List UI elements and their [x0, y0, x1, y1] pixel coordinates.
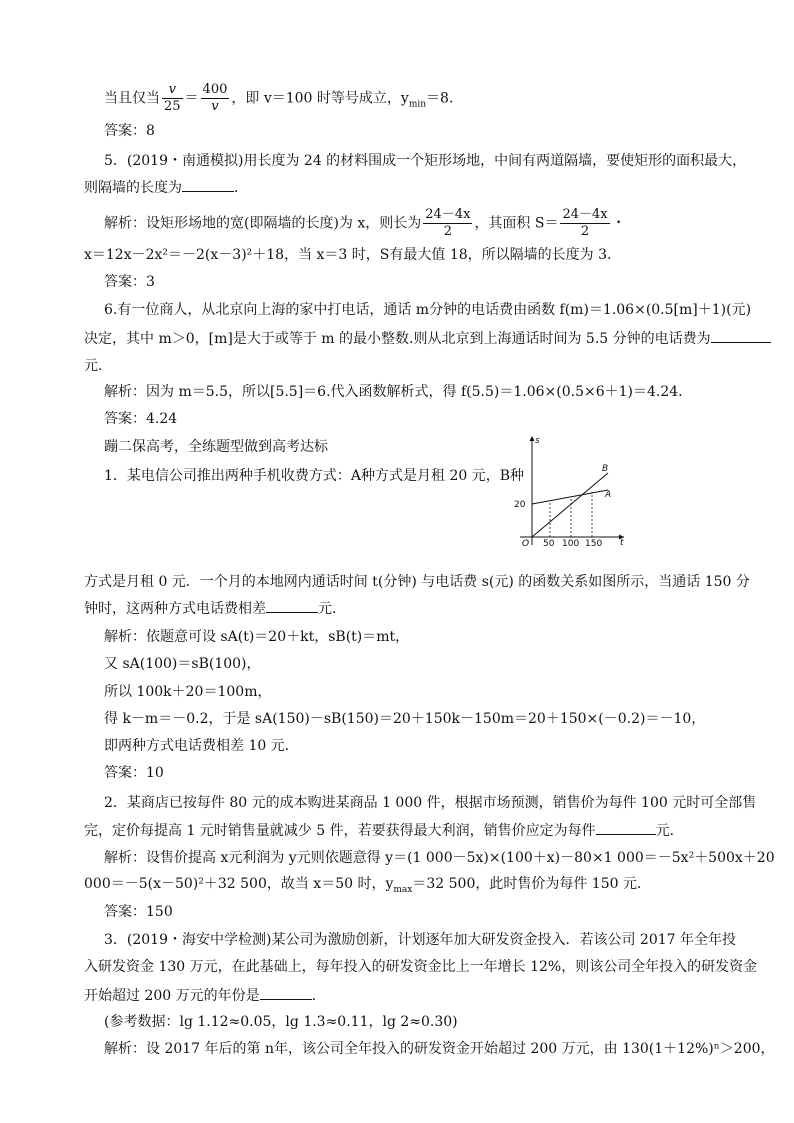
- fraction: $\frac{400}{v}$: [202, 82, 228, 114]
- problem-2-text: 2．某商店已按每件 80 元的成本购进某商品 1 000 件，根据市场预测，销售价为每件 100 元时可全部售: [104, 795, 757, 811]
- answer-line: 答案：8: [104, 123, 155, 139]
- solution-2-line-1: 解析：设售价提高 x元利润为 y元则依题意得 y＝(1 000－5x)×(100＋x)－80×1 000＝－5x²＋500x＋20: [104, 850, 775, 866]
- line-a-label: A: [605, 490, 612, 500]
- solution-1-line-3: 所以 100k＋20＝100m，: [104, 684, 272, 700]
- answer-blank: [260, 985, 312, 1000]
- y-tick-label: 20: [514, 500, 526, 510]
- x-tick-label: 50: [543, 539, 555, 549]
- y-axis-arrow: [530, 436, 535, 441]
- line-b-label: B: [602, 464, 609, 474]
- problem-6-text-cont: 决定，其中 m＞0，[m]是大于或等于 m 的最小整数.则从北京到上海通话时间为 5.5 分钟的电话费为: [84, 328, 771, 349]
- problem-3-text: 3．(2019・海安中学检测)某公司为激励创新，计划逐年加大研发资金投入．若该公司 2017 年全年投: [104, 932, 736, 948]
- fraction: $\frac{v}{25}$: [164, 82, 181, 114]
- solution-5-line-1: 解析：设矩形场地的宽(即隔墙的长度)为 x，则长为 $\frac{24-4x}{2}$ ，其面积 S＝ $\frac{24-4x}{2}$ ・: [104, 207, 626, 239]
- x-axis-label: t: [620, 538, 624, 548]
- solution-1-line-4: 得 k－m＝－0.2，于是 sA(150)－sB(150)＝20＋150k－150m＝20＋150×(－0.2)＝－10，: [104, 711, 706, 727]
- problem-1-text: 1．某电信公司推出两种手机收费方式：A种方式是月租 20 元，B种: [104, 468, 525, 484]
- problem-1-text-cont: 方式是月租 0 元．一个月的本地网内通话时间 t(分钟) 与电话费 s(元) 的函数关系如图所示，当通话 150 分: [84, 574, 750, 590]
- line-b: [532, 473, 608, 537]
- solution-1-line-5: 即两种方式电话费相差 10 元．: [104, 738, 299, 754]
- problem-2-text-cont: 完，定价每提高 1 元时销售量就减少 5 件，若要获得最大利润，销售价应定为每件 元．: [84, 820, 684, 841]
- solution-2-line-2: 000＝－5(x－50)²＋32 500，故当 x＝50 时，$y_{max}=32$ 500，此时售价为每件 150 元．: [84, 876, 651, 895]
- answer-blank: [711, 328, 771, 343]
- origin-label: O: [522, 539, 530, 549]
- answer-line: 答案：4.24: [104, 411, 178, 427]
- solution-5-line-2: x＝12x－2x²＝－2(x－3)²＋18，当 x＝3 时，S有最大值 18，所以隔墙的长度为 3.: [84, 247, 612, 263]
- fraction: $\frac{24-4x}{2}$: [562, 207, 608, 239]
- fraction: $\frac{24-4x}{2}$: [425, 207, 471, 239]
- answer-line: 答案：150: [104, 904, 173, 920]
- answer-blank: [596, 820, 656, 835]
- line-a: [532, 490, 608, 504]
- reference-data: (参考数据：lg 1.12≈0.05，lg 1.3≈0.11，lg 2≈0.30): [104, 1014, 458, 1030]
- answer-blank: [266, 598, 318, 613]
- answer-line: 答案：3: [104, 274, 155, 290]
- solution-6-text: 解析：因为 m＝5.5，所以[5.5]＝6.代入函数解析式，得 f(5.5)＝1.06×(0.5×6＋1)＝4.24.: [104, 384, 683, 400]
- answer-line: 答案：10: [104, 765, 164, 781]
- answer-blank: [182, 177, 234, 192]
- x-tick-label: 150: [585, 539, 603, 549]
- solution-3-line-1: 解析：设 2017 年后的第 n年，该公司全年投入的研发资金开始超过 200 万元，由 130(1＋12%)ⁿ＞200，: [104, 1041, 775, 1057]
- problem-5-text: 5．(2019・南通模拟)用长度为 24 的材料围成一个矩形场地，中间有两道隔墙，要使矩形的面积最大，: [104, 153, 747, 169]
- problem-6-text-end: 元.: [84, 358, 103, 374]
- line-equality-condition: 当且仅当 $\frac{v}{25}$ ＝ $\frac{400}{v}$ ，即 v＝100 时等号成立，$y_{min}=8$.: [104, 82, 454, 114]
- solution-1-line-2: 又 sA(100)＝sB(100)，: [104, 656, 261, 672]
- problem-3-text-cont: 入研发资金 130 万元，在此基础上，每年投入的研发资金比上一年增长 12%，则该公司全年投入的研发资金: [84, 959, 758, 975]
- cost-graph: [508, 433, 628, 551]
- problem-1-text-end: 钟时，这两种方式电话费相差 元．: [84, 598, 346, 619]
- x-tick-label: 100: [562, 539, 580, 549]
- problem-3-text-end: 开始超过 200 万元的年份是 ．: [84, 985, 326, 1006]
- section-heading: 蹦二保高考，全练题型做到高考达标: [104, 439, 328, 455]
- problem-6-text: 6.有一位商人，从北京向上海的家中打电话，通话 m分钟的电话费由函数 f(m)＝1.06×(0.5[m]＋1)(元): [104, 302, 752, 318]
- solution-1-line-1: 解析：依题意可设 sA(t)＝20＋kt，sB(t)＝mt，: [104, 629, 410, 645]
- y-axis-label: s: [535, 436, 540, 446]
- problem-5-text-cont: 则隔墙的长度为 ．: [84, 177, 248, 198]
